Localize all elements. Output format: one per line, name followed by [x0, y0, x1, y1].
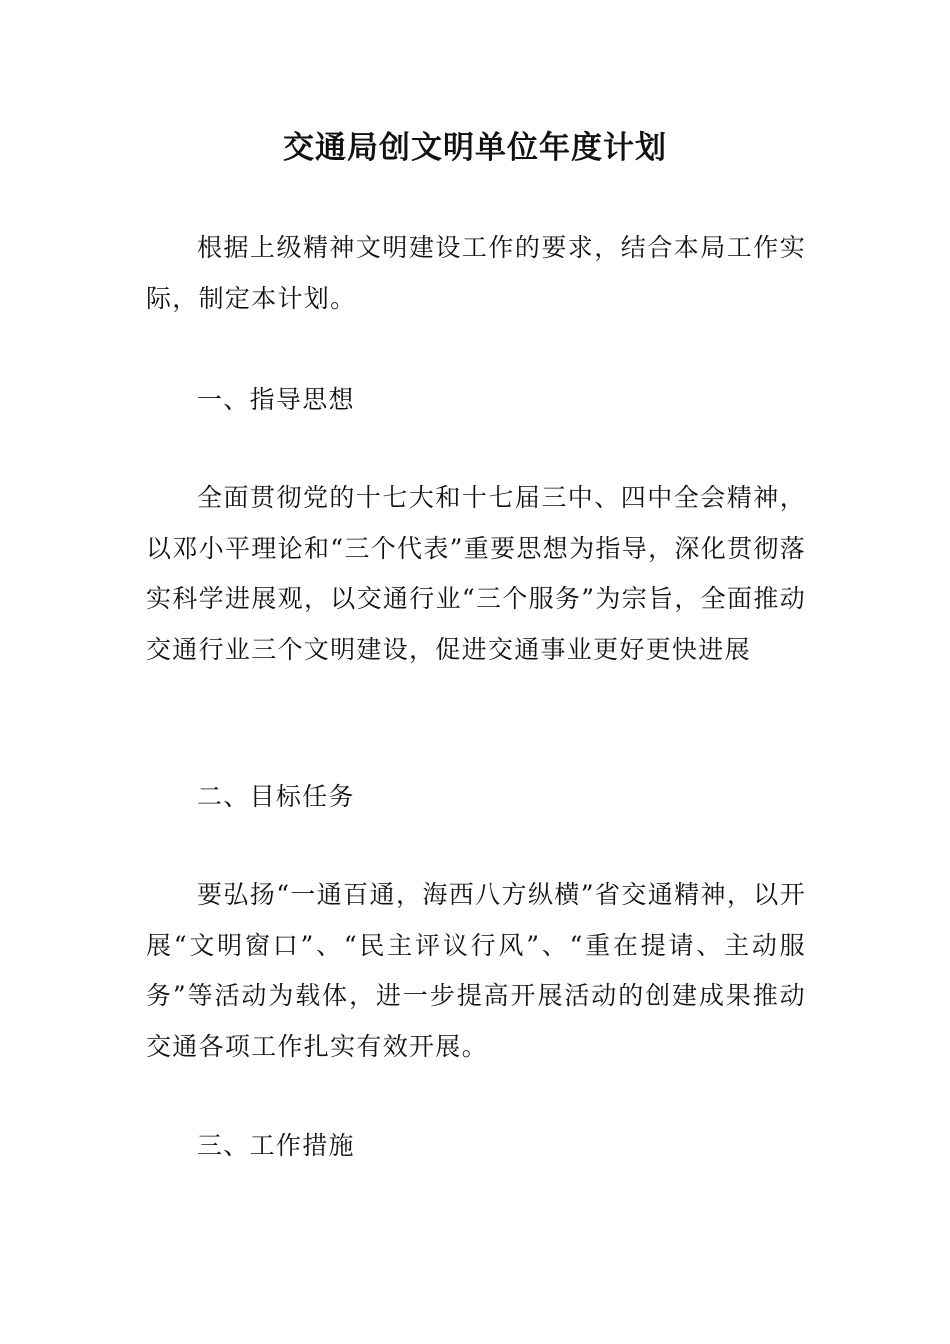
section-body-goals-tasks: 要弘扬“一通百通，海西八方纵横”省交通精神，以开展“文明窗口”、“民主评议行风”、“重在提请、主动服务”等活动为载体，进一步提高开展活动的创建成果推动交通各项工作扎实有效开展。: [146, 880, 806, 1061]
section-heading-goals-tasks: 二、目标任务: [197, 782, 355, 811]
section-heading-work-measures: 三、工作措施: [197, 1131, 355, 1160]
section-heading-guiding-ideology: 一、指导思想: [197, 385, 355, 414]
intro-paragraph: 根据上级精神文明建设工作的要求，结合本局工作实际，制定本计划。: [146, 233, 806, 313]
section-body-guiding-ideology: 全面贯彻党的十七大和十七届三中、四中全会精神，以邓小平理论和“三个代表”重要思想为指导，深化贯彻落实科学进展观，以交通行业“三个服务”为宗旨，全面推动交通行业三个文明建设，促进交通事业更好更快进展: [146, 483, 806, 664]
document-title: 交通局创文明单位年度计划: [283, 130, 667, 166]
